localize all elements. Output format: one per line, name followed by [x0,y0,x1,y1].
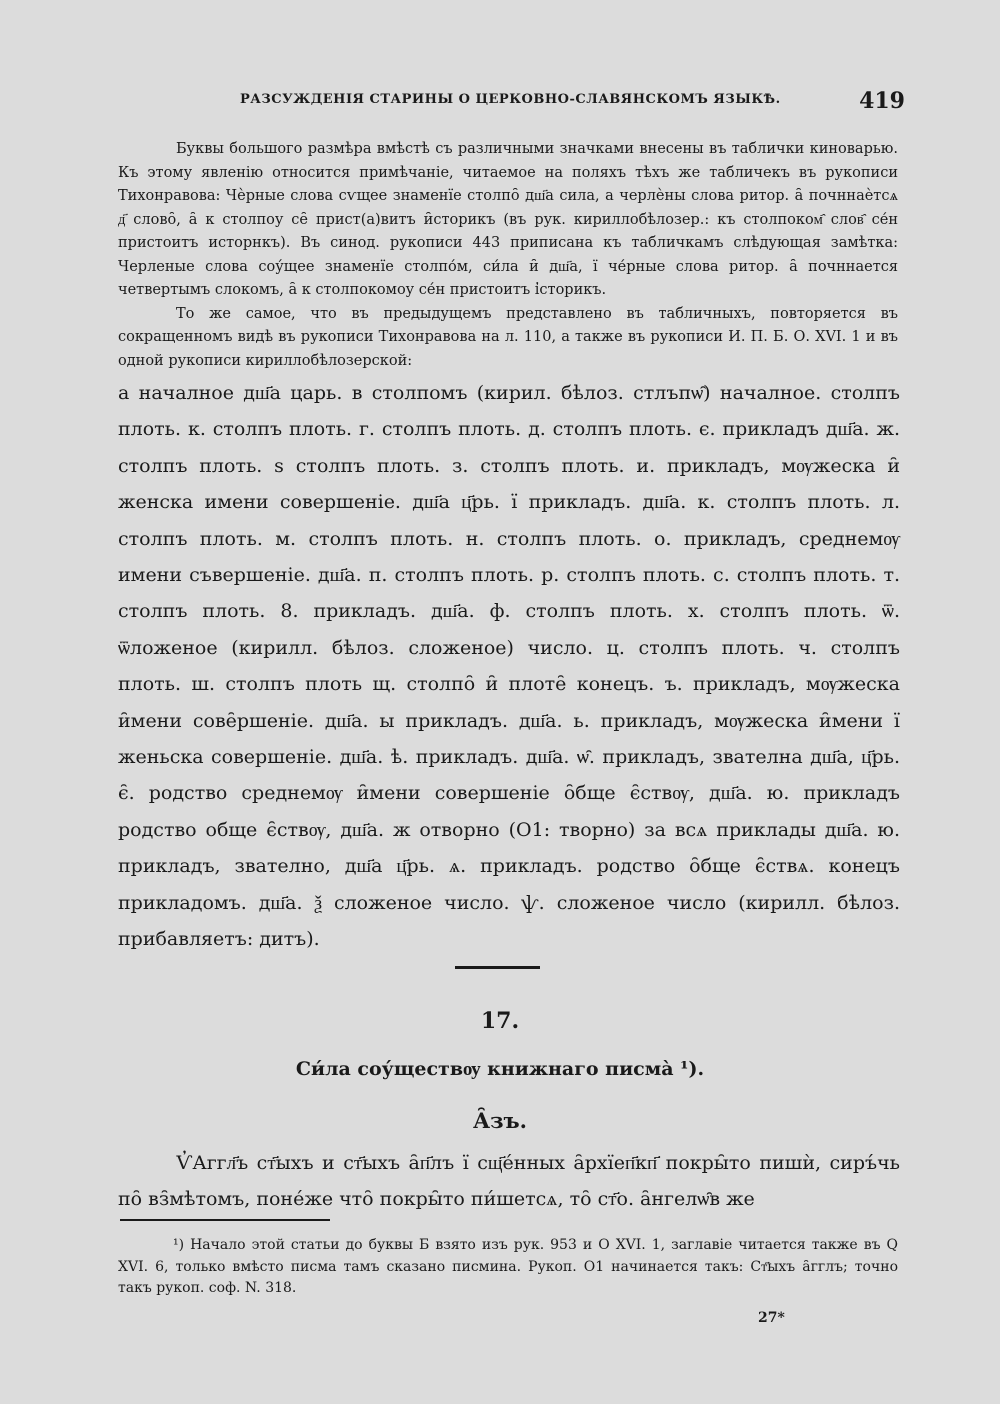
intro-paragraph-1: Буквы большого размѣра вмѣстѣ съ различными значками внесены въ таблички киноварью. Къ этому явленію относится примѣчаніе, читаемое на поляхъ тѣхъ же табличекъ въ рукописи Тихонравова: Чѐрные слова сѵщее знаменїе столпо̑ дш҃а сила, а черлѐны слова ритор. а̑ почннаѐтсѧ д҃ слово̑, а̑ к столпоу се̑ прист(а)витъ и̑сторикъ (въ рук. кириллобѣлозер.: къ столпоком҄ слов҄ се́н пристоитъ исторнкъ). Въ синод. рукописи 443 приписана къ табличкамъ слѣдующая замѣтка: Черленые слова соу́щее знаменїе столпо́м, си́ла и̑ дш҃а, ї че́рные слова ритор. а̑ почннается четвертымъ слокомъ, а̑ к столпокомоу се́н пристоитъ і̓сторикъ. [118,141,898,298]
main-text-block [118,375,900,958]
intro-paragraph-2: То же самое, что въ предыдущемъ представлено въ табличныхъ, повторяется въ сокращенномъ видѣ въ рукописи Тихонравова на л. 110, а также въ рукописи И. П. Б. О. XVI. 1 и въ одной рукописи кириллобѣлозерской: [118,305,898,369]
section-divider [455,966,540,969]
section-title: Си́ла соу́ществѹ книжнаго писма̀ ¹). [295,1058,705,1080]
section-number: 17. [480,1008,520,1034]
page-header [240,90,905,114]
footnote-text: ¹) Начало этой статьи до буквы Б взято изъ рук. 953 и О XVI. 1, заглавіе читается также въ Q XVI. 6, только вмѣсто писма тамъ сказано писмина. Рукоп. О1 начинается такъ: Ст҃ыхъ а̑гглъ; точно такъ рукоп. соф. N. 318. [118,1237,898,1296]
body-paragraph: Ѵ̓Аггл҃ъ ст҃ыхъ и ст҃ыхъ а̑п҃лъ ї сщ҃е́нных а̑рхїеп҃кп҃ покры̑то пишѝ, сиръ́чь по̑ вз̑мѣтомъ, поне́же что̑ покры̑то пи́шетсѧ, то̑ ст҃о. а̑нгелѡ̑в же [118,1152,900,1211]
intro-section [118,138,898,373]
footnote-divider [120,1219,330,1221]
running-title: РАЗСУЖДЕНІЯ СТАРИНЫ О ЦЕРКОВНО-СЛАВЯНСКОМЪ ЯЗЫКѢ. [240,92,781,107]
main-paragraph: а начaлное дш҃а царь. в столпомъ (кирил. бѣлоз. стлъпѡ̑) начaлное. столпъ плоть. к. столпъ плоть. г. столпъ плоть. д. столпъ плоть. є. прикладъ дш҃а. ж. столпъ плоть. ѕ столпъ плоть. з. столпъ плоть. и. прикладъ, мѹжеска и̑ женска имени совершеніе. дш҃а ц҃рь. ї прикладъ. дш҃а. к. столпъ плоть. л. столпъ плоть. м. столпъ плоть. н. столпъ плоть. о. прикладъ, среднемѹ имени съвершеніе. дш҃а. п. столпъ плоть. р. столпъ плоть. с. столпъ плоть. т. столпъ плоть. 8. прикладъ. дш҃а. ф. столпъ плоть. х. столпъ плоть. ѿ. ѿложеное (кирилл. бѣлоз. сложеное) число. ц. столпъ плоть. ч. столпъ плоть. ш. столпъ плоть щ. столпо̑ и̑ плоте̑ конецъ. ъ. прикладъ, мѹжеска и̑мени сове̑ршеніе. дш҃а. ы прикладъ. дш҃а. ь. прикладъ, мѹжеска и̑мени ї женьска совершеніе. дш҃а. ѣ. прикладъ. дш҃а. ѡ̑. прикладъ, звателна дш҃а, ц҃рь. є̑. родство среднемѹ и̑мени совершеніе о̑бще є̑ствѹ, дш҃а. ю. прикладъ родство обще є̑ствѹ, дш҃а. ж отворно (О1: творно) за всѧ приклады дш҃а. ю. прикладъ, звателно, дш҃а ц҃рь. ѧ. прикладъ. родство о̑бще є̑ствѧ. конецъ прикладомъ. дш҃а. ѯ сложеное число. ѱ. сложеное число (кирилл. бѣлоз. прибавляетъ: дитъ). [118,382,900,951]
body-text-block [118,1145,900,1218]
page-number: 419 [859,88,905,114]
section-subtitle: А̑зъ. [473,1108,527,1133]
footnote [118,1235,898,1300]
signature-mark: 27* [758,1310,785,1326]
